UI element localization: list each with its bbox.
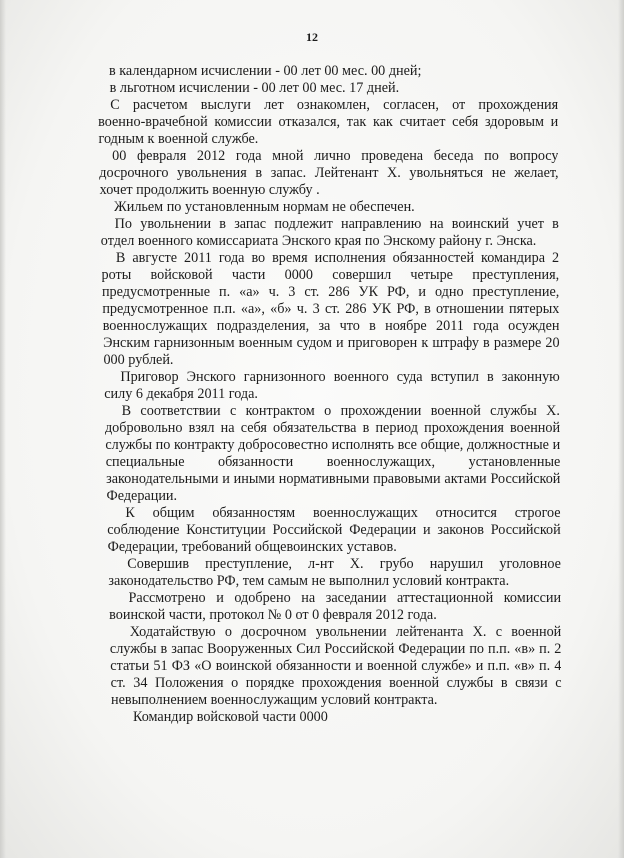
text-line: 00 февраля 2012 года мной лично проведена беседа по вопросу: [112, 148, 559, 164]
text-line: предусмотренные п. «а» ч. 3 ст. 286 УК РФ, и одно преступление,: [101, 284, 560, 300]
page-number: 12: [306, 30, 318, 44]
text-line: В соответствии с контрактом о прохождении военной службы Х.: [121, 403, 560, 419]
text-line: роты войсковой части 0000 совершил четыре преступления,: [101, 267, 560, 283]
text-line: С расчетом выслуги лет ознакомлен, согласен, от прохождения: [110, 97, 559, 113]
text-line: военнослужащих подразделения, за что в ноябре 2011 года осужден: [102, 318, 560, 334]
text-line: 000 рублей.: [103, 352, 174, 368]
text-line: добровольно взял на себя обязательства в период прохождения военной: [104, 420, 561, 436]
text-line: предусмотренное п.п. «а», «б» ч. 3 ст. 286 УК РФ, в отношении пятерых: [102, 301, 560, 317]
text-line: законодательными и иными нормативными правовыми актами Российской: [106, 471, 561, 487]
text-line: Федерации, требований общевоинских уставов.: [107, 539, 397, 555]
text-line: силу 6 декабря 2011 года.: [104, 386, 258, 402]
text-line: соблюдение Конституции Российской Федерации и законов Российской: [107, 522, 561, 538]
text-line: в льготном исчислении - 00 лет 00 мес. 17 дней.: [109, 80, 400, 96]
text-line: Ходатайствую о досрочном увольнении лейтенанта Х. с военной: [129, 624, 562, 640]
text-line: Совершив преступление, л-нт Х. грубо нарушил уголовное: [127, 556, 561, 572]
text-line: К общим обязанностям военнослужащих относится строгое: [125, 505, 561, 521]
text-line: специальные обязанности военнослужащих, установленные: [105, 454, 561, 470]
text-line: невыполнением военнослужащим условий контракта.: [111, 692, 438, 708]
text-line: досрочного увольнения в запас. Лейтенант Х. увольняться не желает,: [99, 165, 559, 181]
text-line: законодательство РФ, тем самым не выполнил условий контракта.: [108, 573, 510, 589]
text-line: ст. 34 Положения о порядке прохождения военной службы в связи с: [110, 675, 562, 691]
text-line: В августе 2011 года во время исполнения обязанностей командира 2: [115, 250, 560, 266]
text-line: службы по контракту добросовестно исполнять все общие, должностные и: [105, 437, 561, 453]
text-line: в календарном исчислении - 00 лет 00 мес. 00 дней;: [109, 63, 422, 79]
text-line: воинской части, протокол № 0 от 0 февраля 2012 года.: [109, 607, 437, 623]
text-line: годным к военной службе.: [98, 131, 259, 147]
text-line: Приговор Энского гарнизонного военного суда вступил в законную: [120, 369, 560, 385]
text-line: отдел военного комиссариата Энского края по Энскому району г. Энска.: [100, 233, 537, 249]
text-line: По увольнении в запас подлежит направлению на воинский учет в: [114, 216, 559, 232]
text-line: военно-врачебной комиссии отказался, так как считает себя здоровым и: [98, 114, 559, 130]
text-line: службы в запас Вооруженных Сил Российской Федерации по п.п. «в» п. 2: [109, 641, 562, 657]
text-line: Жильем по установленным нормам не обеспечен.: [114, 199, 415, 215]
text-line: Федерации.: [106, 488, 178, 504]
text-line: статьи 51 ФЗ «О воинской обязанности и военной службе» и п.п. «в» п. 4: [110, 658, 562, 674]
text-line: Рассмотрено и одобрено на заседании аттестационной комиссии: [128, 590, 562, 606]
text-line: Командир войсковой части 0000: [132, 709, 328, 725]
text-line: Энским гарнизонным военным судом и приговорен к штрафу в размере 20: [103, 335, 560, 351]
scan-edge-left: [0, 0, 6, 858]
scan-edge-right: [618, 0, 624, 858]
text-line: хочет продолжить военную службу .: [99, 182, 320, 198]
